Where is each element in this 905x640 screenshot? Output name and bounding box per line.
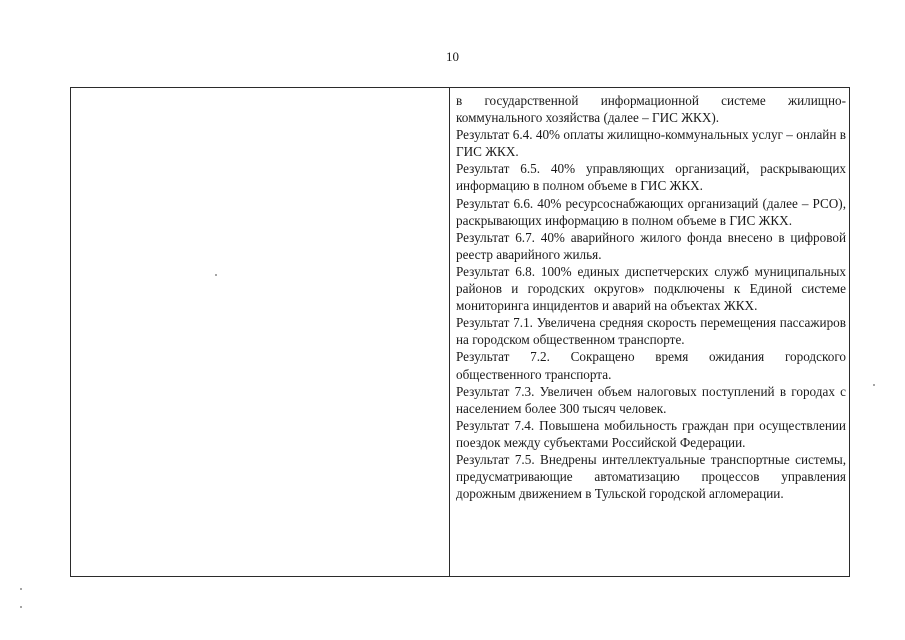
result-7-3: Результат 7.3. Увеличен объем налоговых поступлений в городах с населением более 300 тысяч человек. [456,383,846,416]
result-7-5: Результат 7.5. Внедрены интеллектуальные транспортные системы, предусматривающие автоматизацию процессов управления дорожным движением в Тульской городской агломерации. [456,451,846,502]
scan-speck [215,274,217,276]
scan-speck [873,384,875,386]
result-7-1: Результат 7.1. Увеличена средняя скорость перемещения пассажиров на городском общественном транспорте. [456,315,846,348]
result-6-4: Результат 6.4. 40% оплаты жилищно-коммунальных услуг – онлайн в ГИС ЖКХ. [456,127,846,160]
result-6-8: Результат 6.8. 100% единых диспетчерских служб муниципальных районов и городских округов» подключены к Единой системе мониторинга инцидентов и аварий на объектах ЖКХ. [456,263,846,314]
document-table [70,87,850,577]
result-6-6: Результат 6.6. 40% ресурсоснабжающих организаций (далее – РСО), раскрывающих информацию в полном объеме в ГИС ЖКХ. [456,195,846,228]
result-7-4: Результат 7.4. Повышена мобильность граждан при осуществлении поездок между субъектами Российской Федерации. [456,417,846,450]
table-cell-left-empty [71,88,450,576]
result-6-7: Результат 6.7. 40% аварийного жилого фонда внесено в цифровой реестр аварийного жилья. [456,229,846,262]
scan-speck [20,606,22,608]
result-7-2: Результат 7.2. Сокращено время ожидания городского общественного транспорта. [456,349,846,382]
result-6-5: Результат 6.5. 40% управляющих организаций, раскрывающих информацию в полном объеме в ГИС ЖКХ. [456,161,846,194]
results-paragraph: в государственной информационной системе жилищно-коммунального хозяйства (далее – ГИС ЖКХ). [456,93,846,126]
page-number: 10 [446,49,459,64]
scan-speck [20,588,22,590]
table-cell-results [450,88,849,576]
